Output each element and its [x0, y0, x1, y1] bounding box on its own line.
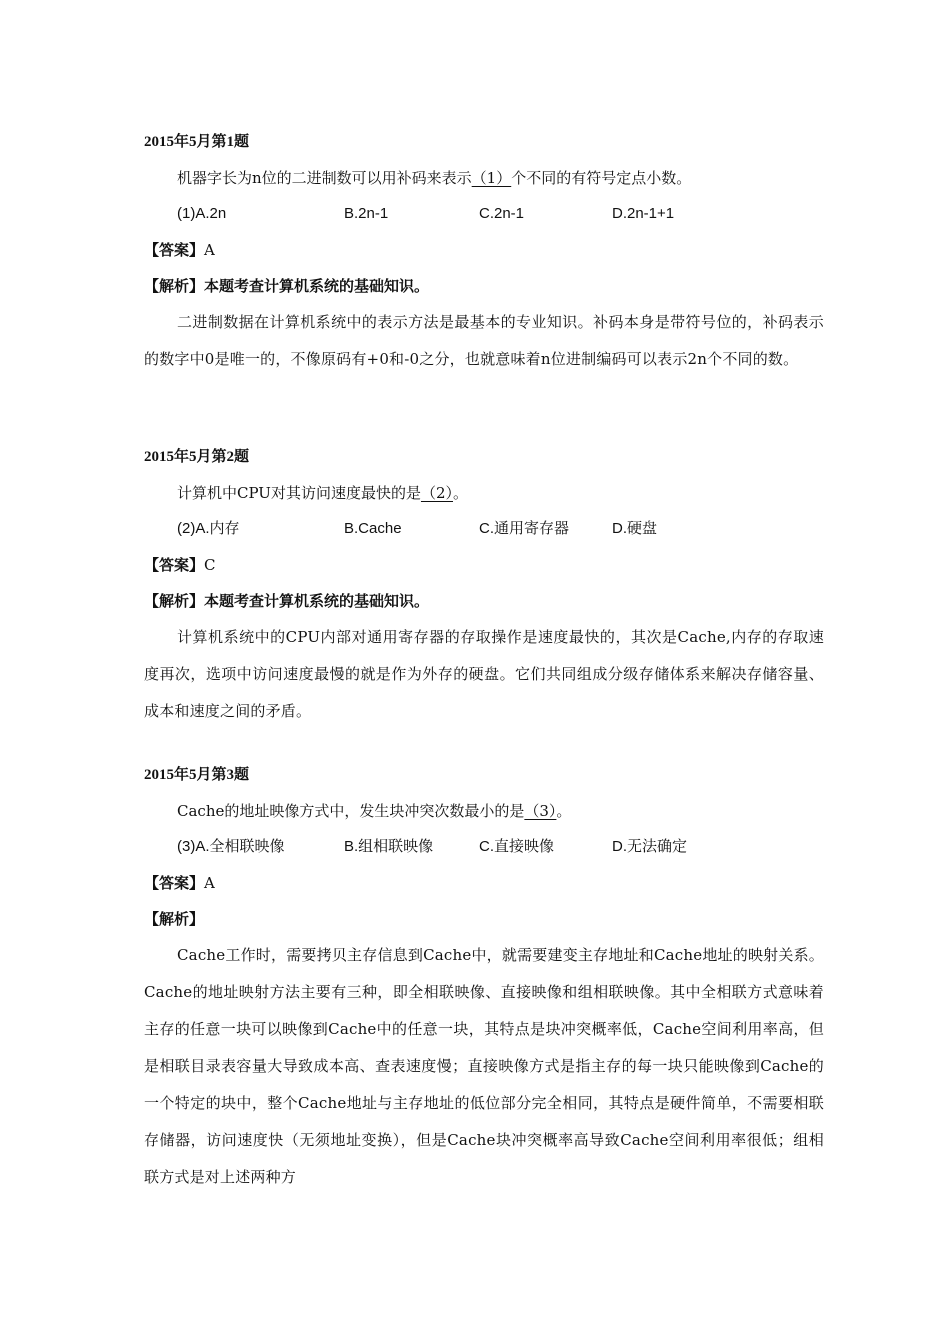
analysis-label: 【解析】 [144, 592, 205, 610]
option-d: D.硬盘 [612, 520, 658, 537]
answer-line [144, 232, 824, 268]
stem-text: 计算机中CPU对其访问速度最快的是 [177, 484, 421, 502]
option-b: B.2n-1 [344, 205, 389, 222]
analysis-summary: 本题考查计算机系统的基础知识。 [204, 592, 430, 610]
options-row [144, 196, 824, 232]
stem-text-end: 。 [556, 802, 572, 820]
stem-text-end: 。 [453, 484, 469, 502]
analysis-heading [144, 583, 824, 619]
option-c: C.2n-1 [479, 205, 525, 222]
stem-text: 机器字长为n位的二进制数可以用补码来表示 [177, 169, 472, 187]
option-c: C.直接映像 [479, 838, 555, 855]
stem-text: Cache的地址映像方式中，发生块冲突次数最小的是 [177, 802, 525, 820]
question-1 [144, 124, 824, 378]
question-stem [144, 475, 824, 511]
option-d: D.2n-1+1 [612, 205, 675, 222]
option-d: D.无法确定 [612, 838, 688, 855]
option-b: B.组相联映像 [344, 838, 434, 855]
analysis-text: Cache工作时，需要拷贝主存信息到Cache中，就需要建变主存地址和Cache地址的映射关系。Cache的地址映射方法主要有三种，即全相联映像、直接映像和组相联映像。其中全相联方式意味着主存的任意一块可以映像到Cache中的任意一块，其特点是块冲突概率低，Cache空间利用率高，但是相联目录表容量大导致成本高、查表速度慢；直接映像方式是指主存的每一块只能映像到Cache的一个特定的块中，整个Cache地址与主存地址的低位部分完全相同，其特点是硬件简单，不需要相联存储器，访问速度快（无须地址变换），但是Cache块冲突概率高导致Cache空间利用率很低；组相联方式是对上述两种方 [144, 946, 824, 1186]
answer-line [144, 865, 824, 901]
analysis-label: 【解析】 [144, 277, 205, 295]
answer-line [144, 547, 824, 583]
answer-value: A [204, 241, 215, 259]
option-a: (3)A.全相联映像 [177, 838, 285, 855]
question-stem [144, 160, 824, 196]
analysis-text: 计算机系统中的CPU内部对通用寄存器的存取操作是速度最快的，其次是Cache,内存的存取速度再次，选项中访问速度最慢的就是作为外存的硬盘。它们共同组成分级存储体系来解决存储容量、成本和速度之间的矛盾。 [144, 628, 824, 720]
analysis-label: 【解析】 [144, 910, 205, 928]
answer-label: 【答案】 [144, 874, 205, 892]
option-a: (2)A.内存 [177, 520, 240, 537]
analysis-heading [144, 268, 824, 304]
question-title: 2015年5月第2题 [144, 449, 250, 465]
answer-blank: （2） [420, 484, 453, 502]
answer-label: 【答案】 [144, 556, 205, 574]
answer-value: C [204, 556, 216, 574]
answer-value: A [204, 874, 215, 892]
analysis-text: 二进制数据在计算机系统中的表示方法是最基本的专业知识。补码本身是带符号位的，补码表示的数字中0是唯一的，不像原码有+0和-0之分，也就意味着n位进制编码可以表示2n个不同的数。 [144, 313, 824, 368]
analysis-heading [144, 901, 824, 937]
analysis-summary: 本题考查计算机系统的基础知识。 [204, 277, 430, 295]
question-title: 2015年5月第1题 [144, 134, 250, 150]
option-a: (1)A.2n [177, 205, 227, 222]
answer-blank: （1） [471, 169, 512, 187]
options-row [144, 829, 824, 865]
option-b: B.Cache [344, 520, 402, 537]
answer-label: 【答案】 [144, 241, 205, 259]
question-2 [144, 439, 824, 730]
option-c: C.通用寄存器 [479, 520, 570, 537]
answer-blank: （3） [524, 802, 557, 820]
stem-text-end: 个不同的有符号定点小数。 [511, 169, 692, 187]
question-stem [144, 793, 824, 829]
question-3 [144, 757, 824, 1196]
question-title: 2015年5月第3题 [144, 767, 250, 783]
options-row [144, 511, 824, 547]
